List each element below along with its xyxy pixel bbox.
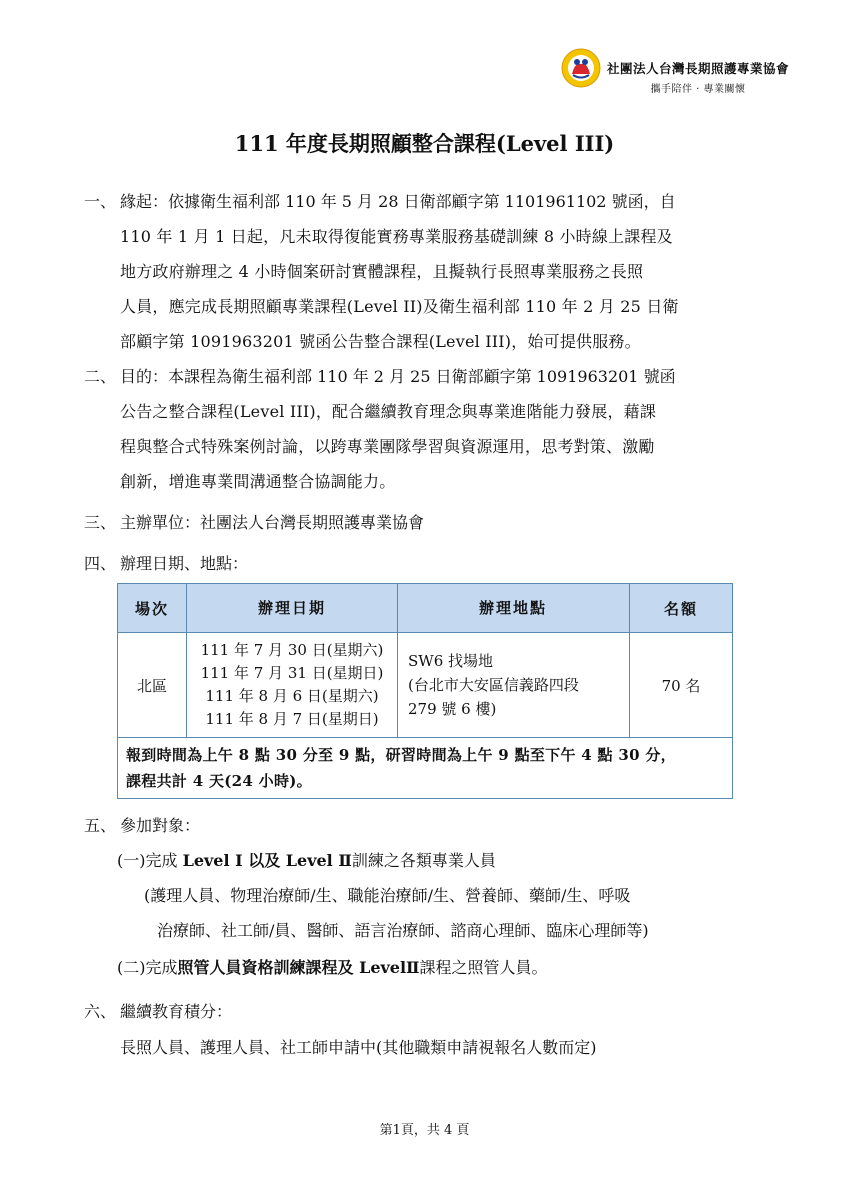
section-text-line: 程與整合式特殊案例討論，以跨專業團隊學習與資源運用，思考對策、激勵 (120, 437, 655, 456)
schedule-table (117, 583, 733, 799)
section-purpose (84, 359, 774, 499)
section-heading: 參加對象： (120, 816, 201, 835)
section-origin (84, 184, 774, 359)
section-heading: 繼續教育積分： (120, 1002, 233, 1021)
date-line: 111 年 7 月 31 日(星期日) (200, 664, 384, 682)
date-line: 111 年 7 月 30 日(星期六) (200, 641, 384, 659)
item-prefix: (一)完成 (117, 851, 183, 870)
date-line: 111 年 8 月 7 日(星期日) (205, 710, 379, 728)
header-place: 辦理地點 (398, 584, 630, 633)
org-slogan: 攜手陪伴 · 專業關懷 (650, 84, 746, 95)
section-number: 二、 (84, 367, 117, 386)
section-heading: 辦理日期、地點： (120, 554, 249, 573)
section-number: 一、 (84, 192, 117, 211)
section-number: 三、 (84, 513, 117, 532)
section-heading: 目的：本課程為衛生福利部 110 年 2 月 25 日衛部顧字第 1091963201 號函 (120, 367, 676, 386)
place-line: (台北市大安區信義路四段 (408, 676, 579, 694)
section-participants (84, 808, 774, 843)
date-line: 111 年 8 月 6 日(星期六) (205, 687, 379, 705)
section-credits (84, 994, 774, 1029)
cell-area: 北區 (118, 633, 187, 738)
page-footer: 第1頁，共 4 頁 (379, 1123, 470, 1138)
section-number: 四、 (84, 554, 117, 573)
header (561, 48, 789, 95)
participant-detail-line: 治療師、社工師/員、醫師、語言治療師、諮商心理師、臨床心理師等) (157, 921, 649, 940)
section-text-line: 部顧字第 1091963201 號函公告整合課程(Level III)，始可提供服務。 (120, 332, 641, 351)
section-text-line: 創新，增進專業間溝通整合協調能力。 (120, 472, 396, 491)
participant-item-1 (117, 843, 496, 878)
section-text-line: 110 年 1 月 1 日起，凡未取得復能實務專業服務基礎訓練 8 小時線上課程及 (120, 227, 673, 246)
item-prefix: (二)完成 (117, 958, 178, 977)
document-title: 111 年度長期照顧整合課程(Level III) (234, 131, 615, 156)
cell-dates (187, 633, 398, 738)
section-date-location (84, 546, 774, 581)
note-line: 課程共計 4 天(24 小時)。 (126, 772, 312, 790)
section-number: 六、 (84, 1002, 117, 1021)
item-bold: 照管人員資格訓練課程及 LevelⅡ (177, 958, 420, 977)
cell-note (118, 738, 733, 799)
section-text-line: 人員，應完成長期照顧專業課程(Level II)及衛生福利部 110 年 2 月 25 日衛 (120, 297, 679, 316)
table-header-row (118, 584, 733, 633)
header-date: 辦理日期 (187, 584, 398, 633)
cell-place (398, 633, 630, 738)
participant-item-2 (117, 950, 548, 985)
header-area: 場次 (118, 584, 187, 633)
place-line: 279 號 6 樓) (408, 700, 497, 718)
section-organizer (84, 505, 774, 540)
item-suffix: 訓練之各類專業人員 (351, 851, 496, 870)
org-name: 社團法人台灣長期照護專業協會 (606, 61, 789, 76)
section-text-line: 公告之整合課程(Level III)，配合繼續教育理念與專業進階能力發展，藉課 (120, 402, 657, 421)
association-logo-icon (561, 48, 601, 88)
org-block (607, 48, 789, 95)
note-line: 報到時間為上午 8 點 30 分至 9 點，研習時間為上午 9 點至下午 4 點 30 分， (126, 746, 676, 764)
section-number: 五、 (84, 816, 117, 835)
cell-quota: 70 名 (630, 633, 733, 738)
item-suffix: 課程之照管人員。 (419, 958, 548, 977)
section-heading: 緣起：依據衛生福利部 110 年 5 月 28 日衛部顧字第 1101961102 號函，自 (120, 192, 676, 211)
table-note-row (118, 738, 733, 799)
table-row (118, 633, 733, 738)
participant-detail-line: (護理人員、物理治療師/生、職能治療師/生、營養師、藥師/生、呼吸 (144, 886, 631, 905)
credits-text: 長照人員、護理人員、社工師申請中(其他職類申請視報名人數而定) (120, 1038, 597, 1057)
section-text-line: 地方政府辦理之 4 小時個案研討實體課程，且擬執行長照專業服務之長照 (120, 262, 644, 281)
header-quota: 名額 (630, 584, 733, 633)
place-line: SW6 找場地 (408, 652, 494, 670)
item-bold: Level I 以及 Level Ⅱ (182, 851, 352, 870)
section-heading: 主辦單位：社團法人台灣長期照護專業協會 (120, 513, 425, 532)
